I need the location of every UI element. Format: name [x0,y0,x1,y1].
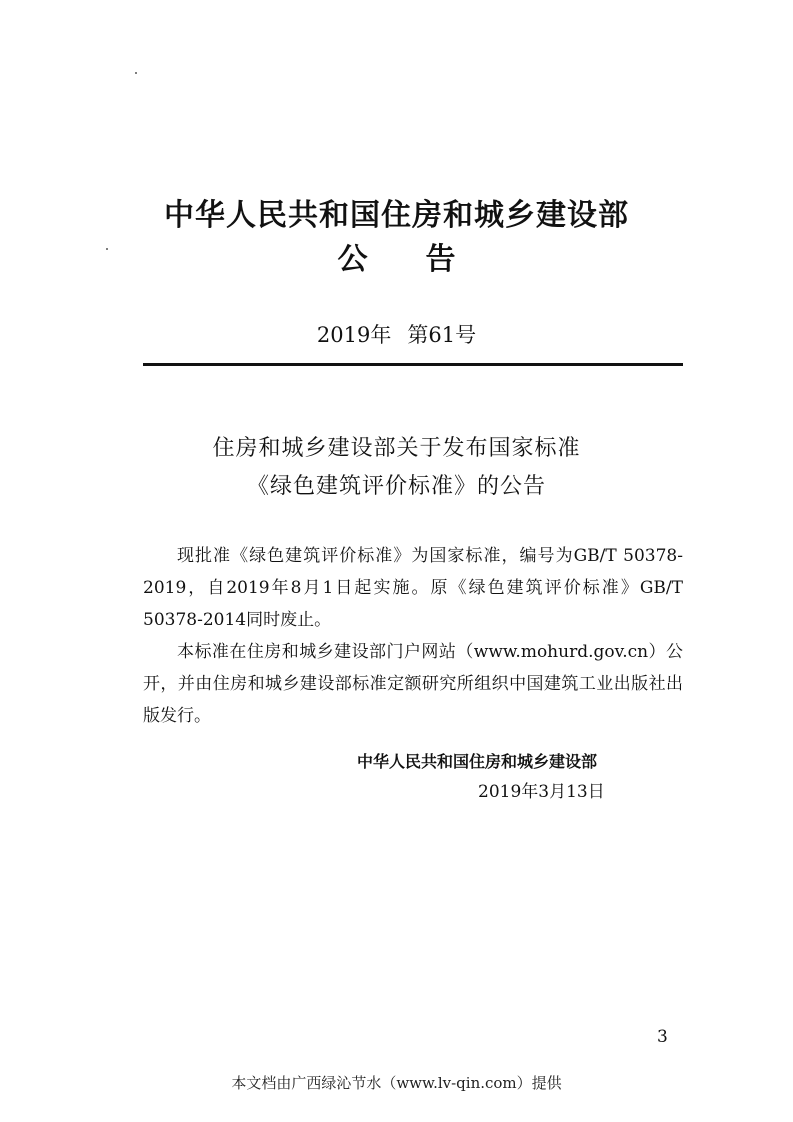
page-number: 3 [657,1027,668,1047]
header-divider [143,363,683,366]
body-paragraph: 现批准《绿色建筑评价标准》为国家标准，编号为GB/T 50378-2019，自2019年8月1日起实施。原《绿色建筑评价标准》GB/T 50378-2014同时废止。 [143,546,683,630]
notice-body [143,540,683,732]
document-title-line-1: 住房和城乡建设部关于发布国家标准 [212,436,581,461]
body-paragraph: 本标准在住房和城乡建设部门户网站（www.mohurd.gov.cn）公开，并由住房和城乡建设部标准定额研究所组织中国建筑工业出版社出版发行。 [143,642,683,726]
signature-date: 2019年3月13日 [478,782,605,802]
footer-credit: 本文档由广西绿沁节水（www.lv-qin.com）提供 [231,1074,562,1092]
scan-speck [135,72,137,74]
document-title-line-2: 《绿色建筑评价标准》的公告 [246,474,546,499]
issue-number: 第61号 [407,323,477,347]
issue-line [0,320,793,350]
notice-label: 公告 [337,242,514,277]
signature-organization: 中华人民共和国住房和城乡建设部 [357,752,598,771]
issue-year: 2019年 [316,323,392,347]
issuing-organization-title: 中华人民共和国住房和城乡建设部 [164,198,629,233]
